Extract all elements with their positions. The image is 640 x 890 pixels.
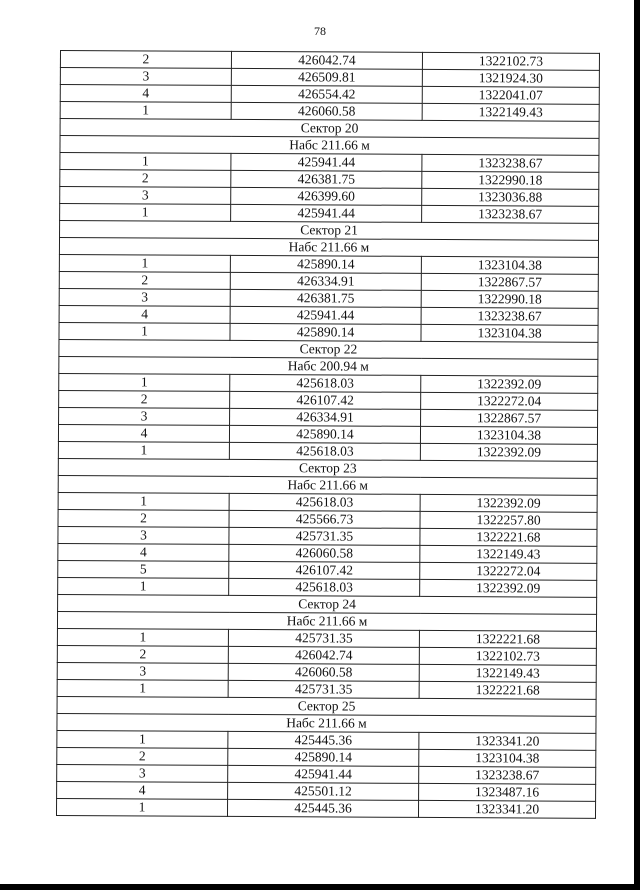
y-coordinate-cell: 1323341.20 [419, 732, 596, 750]
point-number-cell: 4 [58, 424, 229, 442]
point-number-cell: 3 [59, 288, 230, 306]
sector-height: Набс 200.94 м [59, 356, 598, 376]
x-coordinate-cell: 425618.03 [229, 493, 420, 511]
y-coordinate-cell: 1323238.67 [421, 307, 598, 325]
table-row [56, 798, 595, 818]
point-number-cell: 4 [57, 781, 228, 799]
point-number-cell: 3 [57, 764, 228, 782]
x-coordinate-cell: 425501.12 [228, 782, 419, 800]
y-coordinate-cell: 1322149.43 [419, 664, 596, 682]
x-coordinate-cell: 426381.75 [230, 289, 421, 307]
x-coordinate-cell: 426107.42 [229, 561, 420, 579]
point-number-cell: 1 [60, 153, 231, 171]
x-coordinate-cell: 425445.36 [227, 799, 418, 817]
point-number-cell: 1 [57, 628, 228, 646]
y-coordinate-cell: 1323104.38 [419, 749, 596, 767]
x-coordinate-cell: 426042.74 [231, 51, 422, 69]
y-coordinate-cell: 1323238.67 [422, 205, 599, 223]
y-coordinate-cell: 1322392.09 [420, 443, 597, 461]
point-number-cell: 1 [56, 798, 227, 816]
x-coordinate-cell: 425890.14 [230, 255, 421, 273]
sector-height: Набс 211.66 м [57, 611, 596, 631]
sector-title: Сектор 21 [60, 221, 599, 241]
point-number-cell: 5 [58, 560, 229, 578]
x-coordinate-cell: 426060.58 [228, 663, 419, 681]
x-coordinate-cell: 425731.35 [229, 527, 420, 545]
sector-height: Набс 211.66 м [59, 238, 598, 258]
x-coordinate-cell: 426060.58 [231, 102, 422, 120]
y-coordinate-cell: 1322990.18 [421, 290, 598, 308]
point-number-cell: 1 [58, 577, 229, 595]
x-coordinate-cell: 425890.14 [228, 748, 419, 766]
x-coordinate-cell: 426060.58 [229, 544, 420, 562]
scan-border-bottom [0, 884, 640, 890]
scan-border-right [634, 0, 640, 890]
y-coordinate-cell: 1322392.09 [420, 579, 597, 597]
point-number-cell: 1 [59, 322, 230, 340]
y-coordinate-cell: 1322257.80 [420, 511, 597, 529]
x-coordinate-cell: 425618.03 [229, 578, 420, 596]
point-number-cell: 1 [58, 492, 229, 510]
y-coordinate-cell: 1321924.30 [422, 69, 599, 87]
sector-height: Набс 211.66 м [58, 475, 597, 495]
y-coordinate-cell: 1323036.88 [422, 188, 599, 206]
x-coordinate-cell: 425890.14 [229, 425, 420, 443]
y-coordinate-cell: 1322102.73 [422, 52, 599, 70]
y-coordinate-cell: 1323104.38 [420, 426, 597, 444]
point-number-cell: 2 [60, 170, 231, 188]
point-number-cell: 2 [59, 271, 230, 289]
x-coordinate-cell: 426399.60 [231, 187, 422, 205]
x-coordinate-cell: 426554.42 [231, 85, 422, 103]
y-coordinate-cell: 1323341.20 [418, 800, 595, 818]
coordinates-sheet [56, 50, 600, 819]
point-number-cell: 2 [57, 747, 228, 765]
y-coordinate-cell: 1322149.43 [422, 103, 599, 121]
y-coordinate-cell: 1322149.43 [420, 545, 597, 563]
point-number-cell: 2 [59, 390, 230, 408]
sector-title: Сектор 20 [60, 119, 599, 139]
point-number-cell: 3 [58, 526, 229, 544]
x-coordinate-cell: 426381.75 [231, 170, 422, 188]
x-coordinate-cell: 425941.44 [231, 204, 422, 222]
x-coordinate-cell: 425731.35 [228, 680, 419, 698]
y-coordinate-cell: 1322272.04 [421, 392, 598, 410]
y-coordinate-cell: 1323487.16 [419, 783, 596, 801]
coordinates-table [56, 50, 600, 819]
point-number-cell: 1 [60, 204, 231, 222]
y-coordinate-cell: 1322221.68 [420, 528, 597, 546]
x-coordinate-cell: 425618.03 [229, 442, 420, 460]
x-coordinate-cell: 426107.42 [230, 391, 421, 409]
point-number-cell: 1 [60, 102, 231, 120]
x-coordinate-cell: 425941.44 [228, 765, 419, 783]
point-number-cell: 3 [60, 187, 231, 205]
x-coordinate-cell: 425890.14 [230, 323, 421, 341]
coordinates-table-body [56, 51, 599, 819]
sector-title: Сектор 24 [58, 594, 597, 614]
y-coordinate-cell: 1322392.09 [421, 375, 598, 393]
x-coordinate-cell: 425445.36 [228, 731, 419, 749]
point-number-cell: 1 [59, 373, 230, 391]
y-coordinate-cell: 1322867.57 [421, 273, 598, 291]
y-coordinate-cell: 1322867.57 [421, 409, 598, 427]
point-number-cell: 4 [59, 305, 230, 323]
point-number-cell: 1 [59, 254, 230, 272]
point-number-cell: 2 [58, 509, 229, 527]
point-number-cell: 3 [59, 407, 230, 425]
x-coordinate-cell: 425941.44 [231, 153, 422, 171]
x-coordinate-cell: 426334.91 [230, 408, 421, 426]
point-number-cell: 1 [58, 441, 229, 459]
x-coordinate-cell: 425566.73 [229, 510, 420, 528]
point-number-cell: 2 [60, 51, 231, 69]
x-coordinate-cell: 426042.74 [228, 646, 419, 664]
point-number-cell: 1 [57, 730, 228, 748]
y-coordinate-cell: 1322221.68 [419, 681, 596, 699]
page-number: 78 [314, 24, 326, 38]
y-coordinate-cell: 1322102.73 [419, 647, 596, 665]
y-coordinate-cell: 1322041.07 [422, 86, 599, 104]
point-number-cell: 2 [57, 645, 228, 663]
y-coordinate-cell: 1323104.38 [421, 256, 598, 274]
point-number-cell: 1 [57, 679, 228, 697]
sector-title: Сектор 23 [58, 458, 597, 478]
sector-height: Набс 211.66 м [60, 136, 599, 156]
x-coordinate-cell: 425618.03 [230, 374, 421, 392]
y-coordinate-cell: 1322221.68 [419, 630, 596, 648]
x-coordinate-cell: 426509.81 [231, 68, 422, 86]
point-number-cell: 4 [58, 543, 229, 561]
y-coordinate-cell: 1323238.67 [419, 766, 596, 784]
point-number-cell: 4 [60, 85, 231, 103]
y-coordinate-cell: 1322272.04 [420, 562, 597, 580]
x-coordinate-cell: 425731.35 [228, 629, 419, 647]
x-coordinate-cell: 425941.44 [230, 306, 421, 324]
point-number-cell: 3 [57, 662, 228, 680]
y-coordinate-cell: 1323238.67 [422, 154, 599, 172]
x-coordinate-cell: 426334.91 [230, 272, 421, 290]
y-coordinate-cell: 1322392.09 [420, 494, 597, 512]
y-coordinate-cell: 1323104.38 [421, 324, 598, 342]
sector-height: Набс 211.66 м [57, 713, 596, 733]
sector-title: Сектор 25 [57, 696, 596, 716]
y-coordinate-cell: 1322990.18 [422, 171, 599, 189]
point-number-cell: 3 [60, 68, 231, 86]
sector-title: Сектор 22 [59, 339, 598, 359]
